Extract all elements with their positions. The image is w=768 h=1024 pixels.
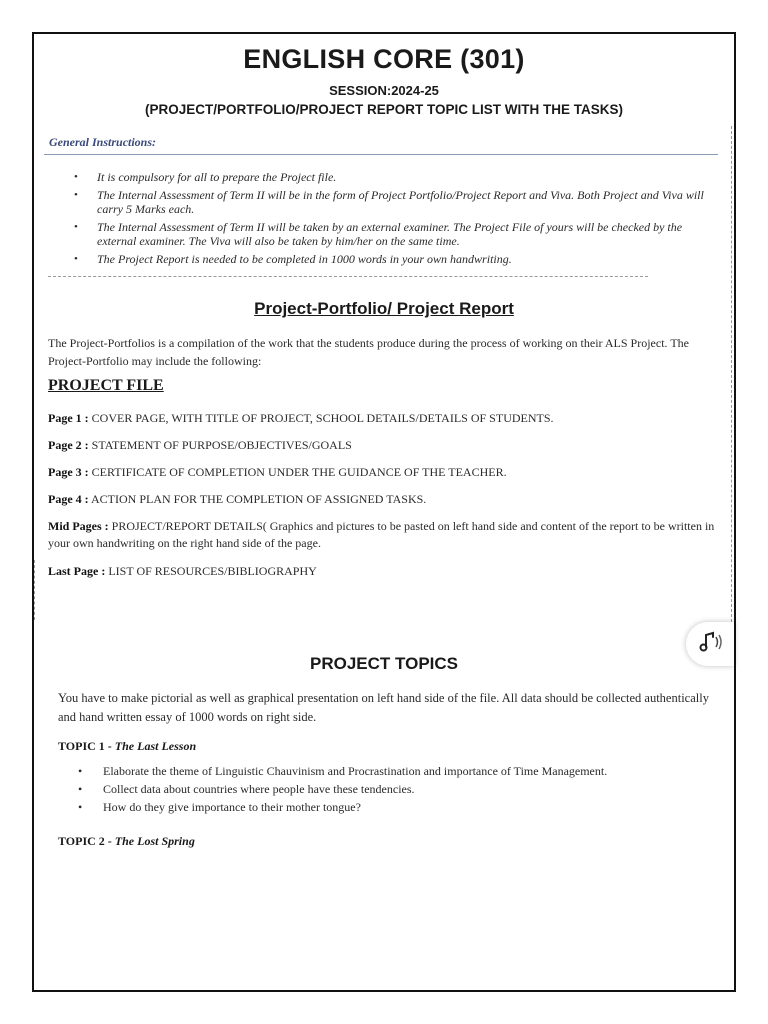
page-label: Page 4 : <box>48 492 89 506</box>
project-topics-intro: You have to make pictorial as well as graphical presentation on left hand side of the file. All data should be collected authentically and hand written essay of 1000 words on right side. <box>58 691 709 724</box>
topic-label: TOPIC 1 - <box>58 739 115 753</box>
topic-task-item: • Elaborate the theme of Linguistic Chauvinism and Procrastination and importance of Time Management. <box>78 764 698 779</box>
topic-task-item: • How do they give importance to their mother tongue? <box>78 800 698 815</box>
project-file-heading: PROJECT FILE <box>48 377 164 394</box>
page-item <box>48 410 724 427</box>
page-text: CERTIFICATE OF COMPLETION UNDER THE GUIDANCE OF THE TEACHER. <box>88 465 507 479</box>
divider <box>44 154 718 155</box>
session-label: SESSION:2024-25 <box>329 83 439 98</box>
instruction-item: • The Internal Assessment of Term II will be in the form of Project Portfolio/Project Report and Viva. Both Project and Viva will carry 5 Marks each. <box>70 188 722 216</box>
page-label: Page 1 : <box>48 411 89 425</box>
page-text: ACTION PLAN FOR THE COMPLETION OF ASSIGNED TASKS. <box>88 492 427 506</box>
scan-edge-line <box>731 126 732 622</box>
page-item <box>48 437 724 454</box>
page-item <box>48 563 724 580</box>
page-text: LIST OF RESOURCES/BIBLIOGRAPHY <box>105 564 317 578</box>
general-instructions-list <box>70 170 722 270</box>
topic-title: The Lost Spring <box>114 834 195 848</box>
page-item <box>48 464 724 481</box>
page-label: Last Page : <box>48 564 106 578</box>
portfolio-intro: The Project-Portfolios is a compilation of the work that the students produce during the process of working on their ALS Project. The Project-Portfolio may include the following: <box>48 336 689 368</box>
topic-1-list <box>78 764 698 818</box>
dashed-divider <box>48 276 648 277</box>
page-item <box>48 491 724 508</box>
page-label: Mid Pages : <box>48 519 109 533</box>
instruction-item: • The Project Report is needed to be completed in 1000 words in your own handwriting. <box>70 252 722 266</box>
general-instructions-heading: General Instructions: <box>49 135 157 149</box>
instruction-item: • The Internal Assessment of Term II will be taken by an external examiner. The Project File of yours will be checked by the external examiner. The Viva will also be taken by him/her on the same time. <box>70 220 722 248</box>
topic-1-heading <box>58 739 196 754</box>
page-text: COVER PAGE, WITH TITLE OF PROJECT, SCHOOL DETAILS/DETAILS OF STUDENTS. <box>88 411 554 425</box>
topic-task-item: • Collect data about countries where people have these tendencies. <box>78 782 698 797</box>
instruction-item: • It is compulsory for all to prepare the Project file. <box>70 170 722 184</box>
scan-edge-line-left <box>34 560 35 620</box>
page-text: PROJECT/REPORT DETAILS( Graphics and pictures to be pasted on left hand side and content of the report to be written in your own handwriting on the right hand side of the page. <box>48 519 715 550</box>
topic-title: The Last Lesson <box>114 739 197 753</box>
document-subtitle: (PROJECT/PORTFOLIO/PROJECT REPORT TOPIC LIST WITH THE TASKS) <box>144 102 624 117</box>
portfolio-heading: Project-Portfolio/ Project Report <box>254 299 514 318</box>
topic-label: TOPIC 2 - <box>58 834 115 848</box>
page-text: STATEMENT OF PURPOSE/OBJECTIVES/GOALS <box>88 438 352 452</box>
page-item <box>48 518 724 552</box>
page-label: Page 2 : <box>48 438 89 452</box>
document-title: ENGLISH CORE (301) <box>243 44 525 74</box>
page-label: Page 3 : <box>48 465 89 479</box>
project-topics-heading: PROJECT TOPICS <box>310 654 458 673</box>
topic-2-heading <box>58 834 195 849</box>
